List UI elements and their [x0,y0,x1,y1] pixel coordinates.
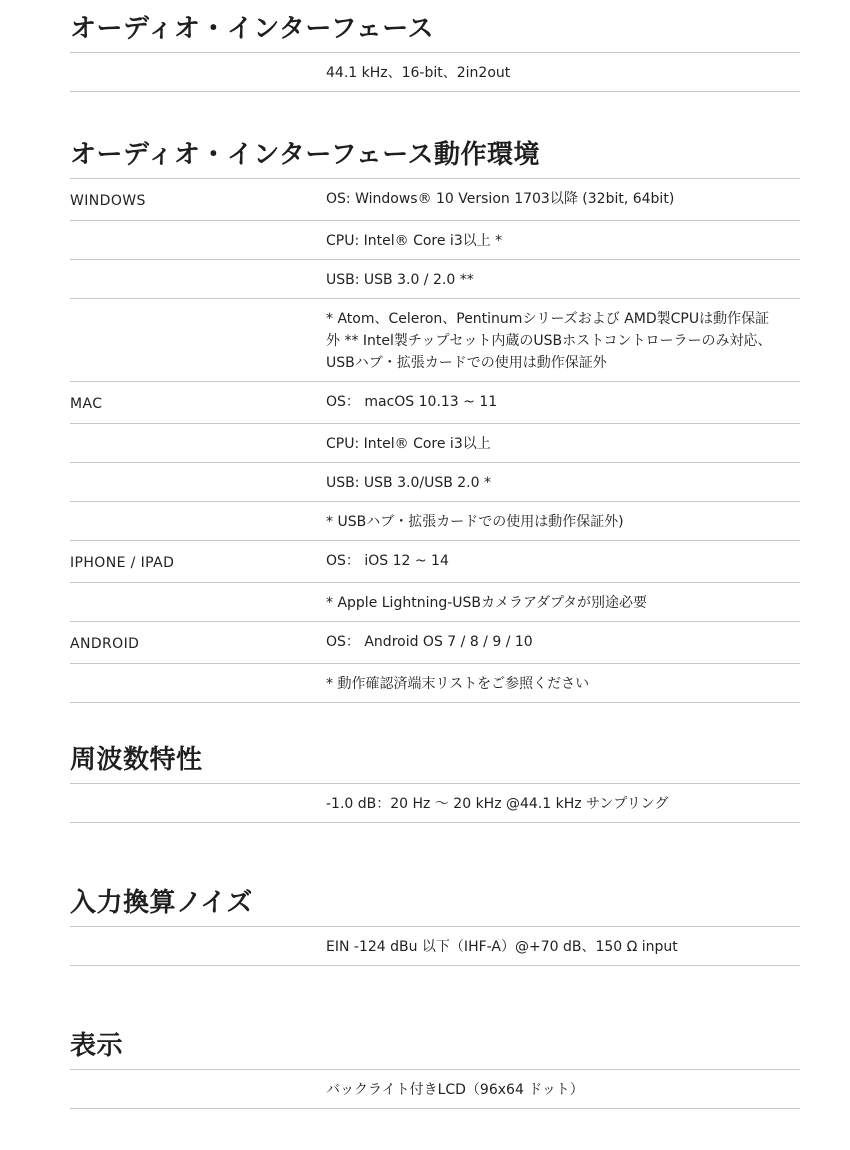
spec-row [70,424,800,463]
spec-row [70,622,800,664]
spec-row [70,179,800,221]
spec-label [70,784,326,822]
spec-row [70,784,800,823]
spec-row [70,541,800,583]
spec-section-requirements [70,138,800,703]
spec-row [70,299,800,382]
spec-value: USB: USB 3.0/USB 2.0 * [326,475,491,491]
spec-row [70,463,800,502]
spec-value: 44.1 kHz、16-bit、2in2out [326,65,511,81]
section-title: 表示 [70,1031,124,1061]
spec-label [70,664,326,702]
spec-label [70,424,326,462]
spec-label: MAC [70,396,103,412]
spec-row [70,1070,800,1109]
spec-value: USB: USB 3.0 / 2.0 ** [326,272,474,288]
spec-value: * 動作確認済端末リストをご参照ください [326,676,590,692]
spec-value: -1.0 dB：20 Hz ～ 20 kHz @44.1 kHz サンプリング [326,796,669,812]
spec-value: OS： iOS 12 ~ 14 [326,553,449,569]
spec-value: OS： macOS 10.13 ~ 11 [326,394,498,410]
section-title: オーディオ・インターフェース [70,14,434,44]
spec-value: CPU: Intel® Core i3以上 [326,436,491,452]
spec-value: バックライト付きLCD（96x64 ドット） [326,1082,584,1098]
spec-value: EIN -124 dBu 以下（IHF-A）@+70 dB、150 Ω input [326,939,678,955]
spec-value: * USBハブ・拡張カードでの使用は動作保証外) [326,514,624,530]
spec-label [70,463,326,501]
spec-row [70,583,800,622]
section-title: オーディオ・インターフェース動作環境 [70,140,540,170]
spec-value: CPU: Intel® Core i3以上 * [326,233,503,249]
spec-value: * Atom、Celeron、Pentinumシリーズおよび AMD製CPUは動作保証外 ** Intel製チップセット内蔵のUSBホストコントローラーのみ対応、USBハブ・拡張カードでの使用は動作保証外 [326,311,772,371]
spec-value: * Apple Lightning-USBカメラアダプタが別途必要 [326,595,648,611]
spec-section-input-noise [70,886,800,966]
spec-section-display [70,1029,800,1109]
section-title: 入力換算ノイズ [70,888,253,918]
spec-value: OS: Windows® 10 Version 1703以降 (32bit, 64bit) [326,191,675,207]
spec-row [70,382,800,424]
spec-label: WINDOWS [70,193,146,209]
spec-row [70,502,800,541]
spec-row [70,664,800,703]
spec-label [70,502,326,540]
spec-label: ANDROID [70,636,140,652]
spec-label: IPHONE / IPAD [70,555,175,571]
spec-row [70,260,800,299]
spec-label [70,53,326,91]
spec-label [70,299,326,381]
spec-label [70,927,326,965]
section-title: 周波数特性 [70,745,203,775]
spec-section-audio-interface [70,12,800,92]
spec-value: OS： Android OS 7 / 8 / 9 / 10 [326,634,533,650]
spec-label [70,260,326,298]
spec-row [70,53,800,92]
spec-section-frequency-response [70,743,800,823]
spec-row [70,927,800,966]
spec-label [70,221,326,259]
spec-label [70,1070,326,1108]
spec-label [70,583,326,621]
spec-row [70,221,800,260]
